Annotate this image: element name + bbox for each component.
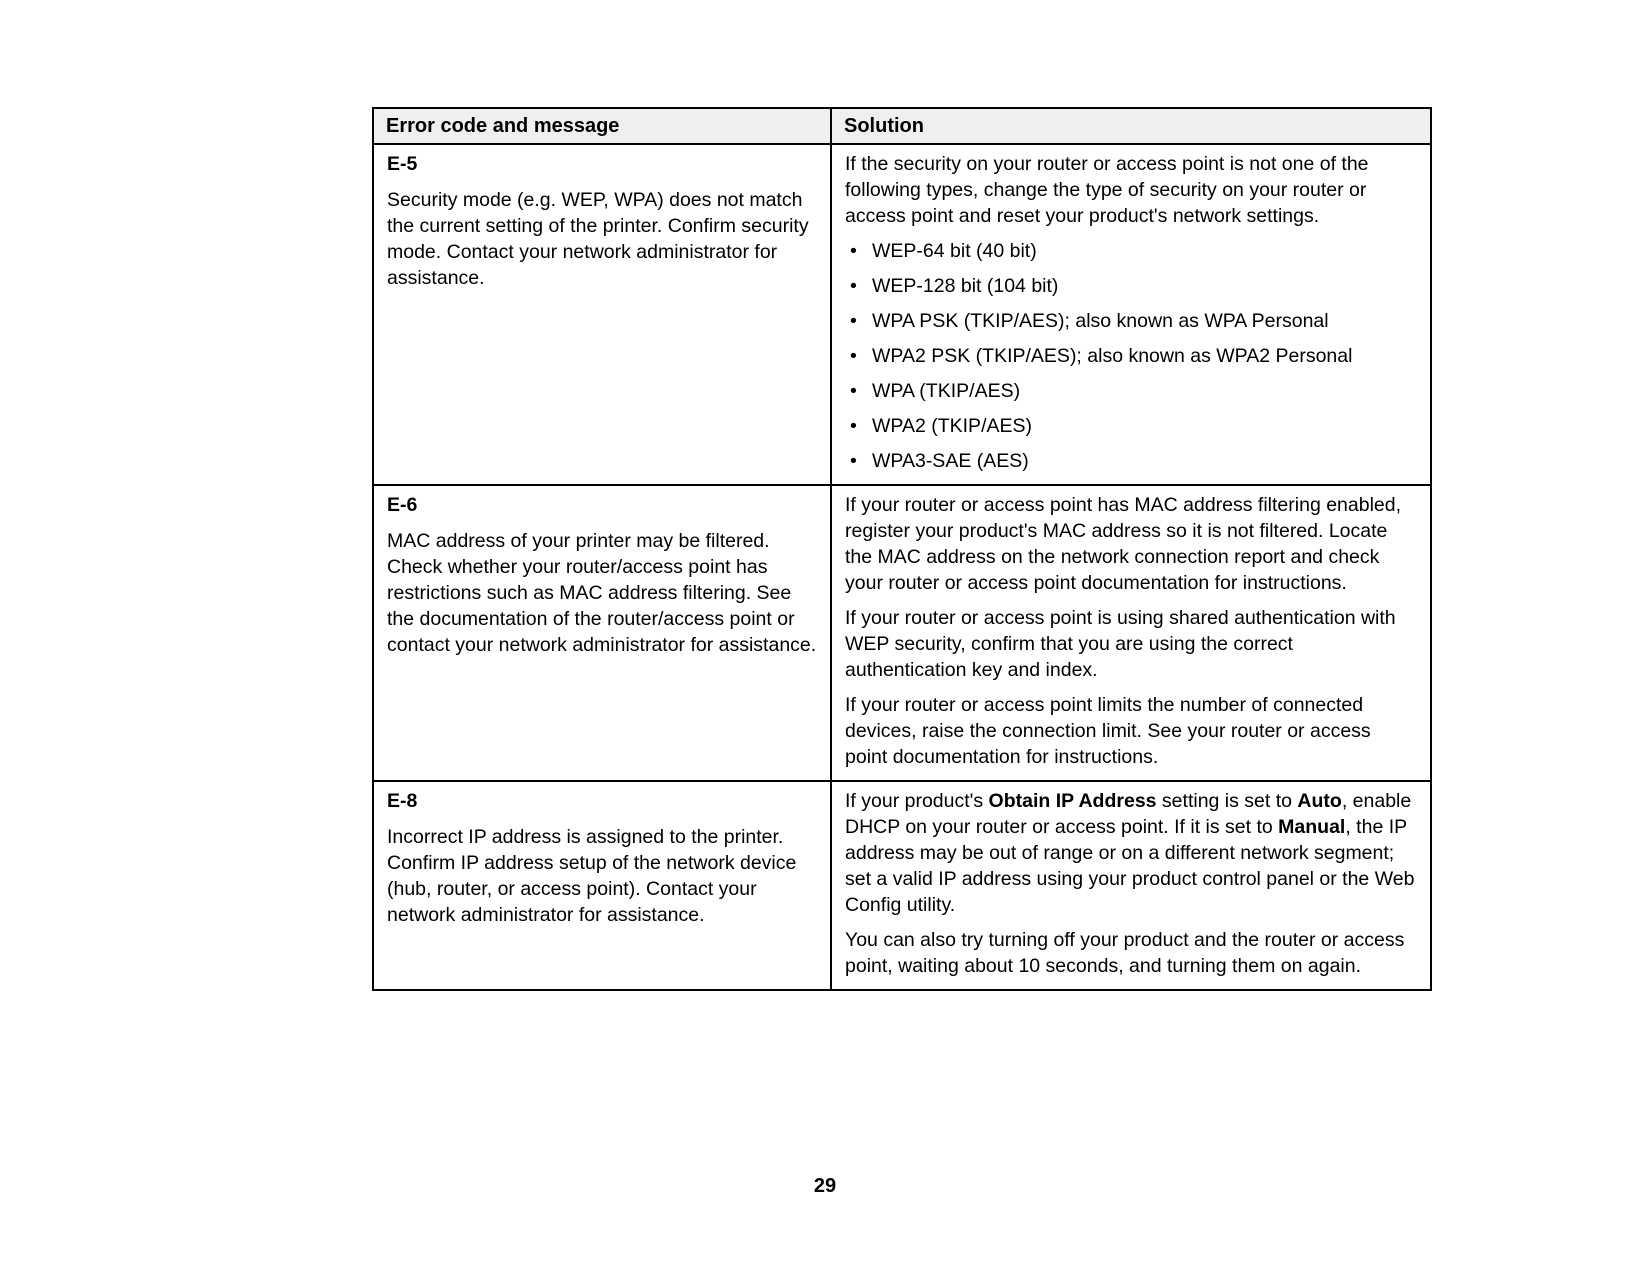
- solution-paragraph: [845, 692, 1418, 770]
- text-run: , enable DHCP on your router or access point. If it is set to: [845, 790, 1412, 838]
- text-run: Incorrect IP address is assigned to the printer. Confirm IP address setup of the network device (hub, router, or access point). Contact your network administrator for assistance.: [387, 826, 797, 926]
- bullet-item: • WPA3-SAE (AES): [845, 448, 1418, 474]
- text-run: setting is set to: [1156, 790, 1298, 812]
- error-code: E-8: [387, 790, 418, 812]
- solution-cell: [831, 485, 1431, 781]
- error-code-cell: [373, 485, 831, 781]
- column-header-error-code: Error code and message: [373, 108, 831, 144]
- solution-paragraph: [845, 927, 1418, 979]
- bold-text-run: Auto: [1297, 790, 1342, 812]
- table-body: [373, 144, 1431, 990]
- error-message-paragraph: [387, 528, 818, 658]
- text-run: If your product's: [845, 790, 989, 812]
- error-code-cell: [373, 144, 831, 485]
- error-message-paragraph: [387, 187, 818, 291]
- solution-paragraph: [845, 605, 1418, 683]
- error-message-paragraph: [387, 824, 818, 928]
- table-header-row: [373, 108, 1431, 144]
- bullet-item: • WPA2 PSK (TKIP/AES); also known as WPA2 Personal: [845, 343, 1418, 369]
- error-code: E-5: [387, 153, 418, 175]
- error-code-table: [372, 107, 1432, 991]
- text-run: You can also try turning off your product and the router or access point, waiting about 10 seconds, and turning them on again.: [845, 929, 1405, 977]
- bullet-item: • WEP-128 bit (104 bit): [845, 273, 1418, 299]
- solution-paragraph: [845, 151, 1418, 229]
- text-run: If your router or access point limits the number of connected devices, raise the connection limit. See your router or access point documentation for instructions.: [845, 694, 1371, 768]
- text-run: If the security on your router or access point is not one of the following types, change the type of security on your router or access point and reset your product's network settings.: [845, 153, 1369, 227]
- solution-paragraph: [845, 492, 1418, 596]
- bullet-item: • WPA2 (TKIP/AES): [845, 413, 1418, 439]
- text-run: If your router or access point has MAC address filtering enabled, register your product's MAC address so it is not filtered. Locate the MAC address on the network connection report and check your router or access point documentation for instructions.: [845, 494, 1402, 594]
- table-row: [373, 781, 1431, 990]
- text-run: If your router or access point is using shared authentication with WEP security, confirm that you are using the correct authentication key and index.: [845, 607, 1396, 681]
- bold-text-run: Obtain IP Address: [988, 790, 1157, 812]
- page-number: 29: [813, 1175, 837, 1197]
- text-run: MAC address of your printer may be filtered. Check whether your router/access point has restrictions such as MAC address filtering. See the documentation of the router/access point or contact your network administrator for assistance.: [387, 530, 817, 656]
- bullet-item: • WEP-64 bit (40 bit): [845, 238, 1418, 264]
- bullet-item: • WPA (TKIP/AES): [845, 378, 1418, 404]
- solution-cell: [831, 781, 1431, 990]
- bullet-item: • WPA PSK (TKIP/AES); also known as WPA Personal: [845, 308, 1418, 334]
- solution-bullet-list: [845, 238, 1418, 474]
- table-row: [373, 144, 1431, 485]
- solution-paragraph: [845, 788, 1418, 918]
- error-code: E-6: [387, 494, 418, 516]
- column-header-solution: Solution: [831, 108, 1431, 144]
- bold-text-run: Manual: [1278, 816, 1346, 838]
- text-run: Security mode (e.g. WEP, WPA) does not match the current setting of the printer. Confirm security mode. Contact your network administrator for assistance.: [387, 189, 809, 289]
- text-run: , the IP address may be out of range or on a different network segment; set a valid IP address using your product control panel or the Web Config utility.: [845, 816, 1415, 916]
- solution-cell: [831, 144, 1431, 485]
- table-row: [373, 485, 1431, 781]
- error-code-cell: [373, 781, 831, 990]
